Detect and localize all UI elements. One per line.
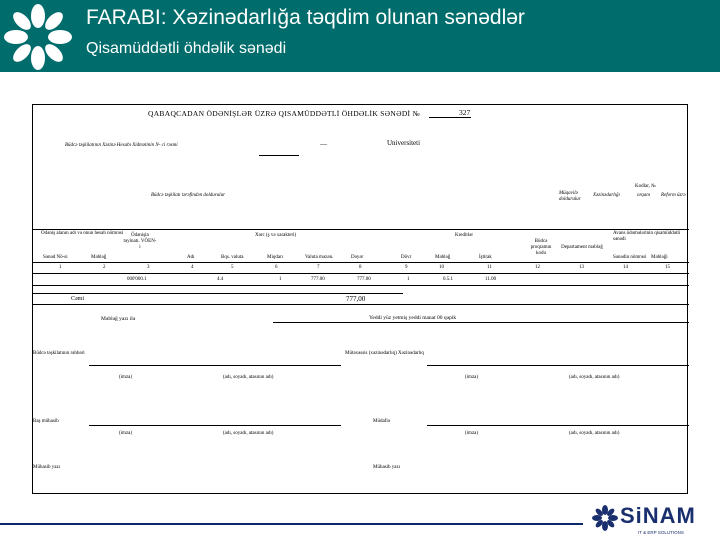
table-cell: 000'000.1 xyxy=(127,277,147,282)
col-number: 1 xyxy=(59,265,62,270)
col-number: 11 xyxy=(487,265,492,270)
left-sign-label: (imza) xyxy=(119,375,133,380)
col-qty: Miqdarı xyxy=(267,255,284,260)
left-accountant-label: Baş mühasib xyxy=(33,419,59,424)
col-number: 12 xyxy=(535,265,540,270)
left-org-label: Büdcə təşkilatının rəhbəri xyxy=(33,351,85,356)
recipient-group-header: Ödəniş alanın adı və onun hesab nömrəsi xyxy=(41,231,124,236)
budget-docs-label: Büdcə təşkilatı tərəfindən doldurulur xyxy=(151,193,226,198)
table-cell: 777.00 xyxy=(311,277,325,282)
executor-label: Büdcə təşkilatının Xəzinə Hesabı Xidmətinin N- ci rəsmi xyxy=(65,143,178,148)
total-label: Cəmi xyxy=(71,296,84,302)
table-cell: 777.00 xyxy=(357,277,371,282)
farabi-logo-icon xyxy=(2,2,74,72)
sinam-logo xyxy=(590,503,720,540)
right-date-label: Mühasib yazı xyxy=(373,465,401,470)
col-amount2: Məbləğ xyxy=(435,255,451,260)
col-number: 10 xyxy=(439,265,444,270)
col-number: 13 xyxy=(579,265,584,270)
col-number: 4 xyxy=(191,265,194,270)
total-value: 777,00 xyxy=(346,295,366,303)
right-name-label: (adı, soyadı, atasının adı) xyxy=(569,375,620,380)
amount-words-value: Yeddi yüz yetmiş yeddi manat 00 qəpik xyxy=(369,315,457,321)
col-name: Adı xyxy=(187,255,195,260)
table-cell: 4.4 xyxy=(217,277,224,282)
expense-group-header: Xərc (ş və xarakteri) xyxy=(255,233,297,238)
col-number: 15 xyxy=(665,265,670,270)
right-name-label-2: (adı, soyadı, atasının adı) xyxy=(569,431,620,436)
col-price: Bqs. valuta xyxy=(221,255,244,260)
footer-divider xyxy=(0,523,583,525)
sinam-flower-icon xyxy=(592,505,618,531)
left-name-label: (adı, soyadı, atasının adı) xyxy=(223,375,274,380)
col-extra: İştirak xyxy=(479,255,492,260)
col-contract-amount: Məbləği xyxy=(651,255,668,260)
obligation-document xyxy=(32,104,688,494)
right-sign-label: (imza) xyxy=(465,375,479,380)
col-number: 6 xyxy=(275,265,278,270)
col-doc-no: Sənəd Nö-si xyxy=(43,255,68,260)
brand-tagline: IT & ERP SOLUTIONS xyxy=(638,530,684,535)
col-currency: Valuta məzən. xyxy=(305,255,334,260)
contract-group-header: Avans ödəmələrinin qisamüddətli sənədi xyxy=(613,231,681,242)
left-date-label: Mühasib yazı xyxy=(33,465,61,470)
left-sign-label-2: (imza) xyxy=(119,431,133,436)
col-number: 3 xyxy=(147,265,150,270)
reform-label: Reform üzrə xyxy=(661,193,686,198)
col-number: 2 xyxy=(103,265,106,270)
col-budget-program: Büdcə proqramın kodu xyxy=(530,239,552,256)
page-subtitle: Qisamüddətli öhdəlik sənədi xyxy=(86,40,287,57)
document-number: 327 xyxy=(459,108,471,117)
col-department: Departament məbləğ xyxy=(561,245,603,250)
table-cell: 0.5.1 xyxy=(443,277,453,282)
table-cell: 11.00 xyxy=(485,277,497,282)
document-title: QABAQCADAN ÖDƏNİŞLƏR ÜZRƏ QISAMÜDDƏTLİ ÖHDƏLİK SƏNƏDİ № xyxy=(148,109,420,118)
dash-text: — xyxy=(320,140,327,148)
table-cell: 1 xyxy=(407,277,410,282)
credits-group-header: Kreditlər xyxy=(455,233,474,238)
header-bar xyxy=(0,0,720,72)
university-text: Universiteti xyxy=(387,139,421,147)
col-number: 5 xyxy=(231,265,234,270)
table-cell: 1 xyxy=(279,277,282,282)
col-number: 8 xyxy=(359,265,362,270)
col-number: 9 xyxy=(405,265,408,270)
right-org-label: Mütəxəssis (xəzinədarlıq) Xəzinədarlıq xyxy=(345,351,424,356)
amount-words-label: Məbləğ yazı ilə xyxy=(101,316,136,322)
brand-name: SiNAM xyxy=(620,503,696,528)
col-contract-no: Sənədin nömrəsi xyxy=(613,255,647,260)
right-sign-label-2: (imza) xyxy=(465,431,479,436)
right-manager-label: Müdafiə xyxy=(373,419,390,424)
col-purpose: Ödənişin təyinatı. VÖEN-i xyxy=(123,233,157,250)
contract-docs-label: Müqavilə doldurulur xyxy=(559,191,581,202)
col-number: 14 xyxy=(623,265,628,270)
col-amount: Məbləğ xyxy=(91,255,107,260)
left-name-label-2: (adı, soyadı, atasının adı) xyxy=(223,431,274,436)
col-value: Dəyər xyxy=(351,255,364,260)
col-period: Dövr xyxy=(401,255,412,260)
organ-label: orqanı xyxy=(637,193,651,198)
treasury-label: Xəzinədarlığı xyxy=(593,193,620,198)
page-title: FARABI: Xəzinədarlığa təqdim olunan sənədlər xyxy=(86,6,525,29)
codes-label: Kodlar, № xyxy=(635,184,656,189)
col-number: 7 xyxy=(317,265,320,270)
